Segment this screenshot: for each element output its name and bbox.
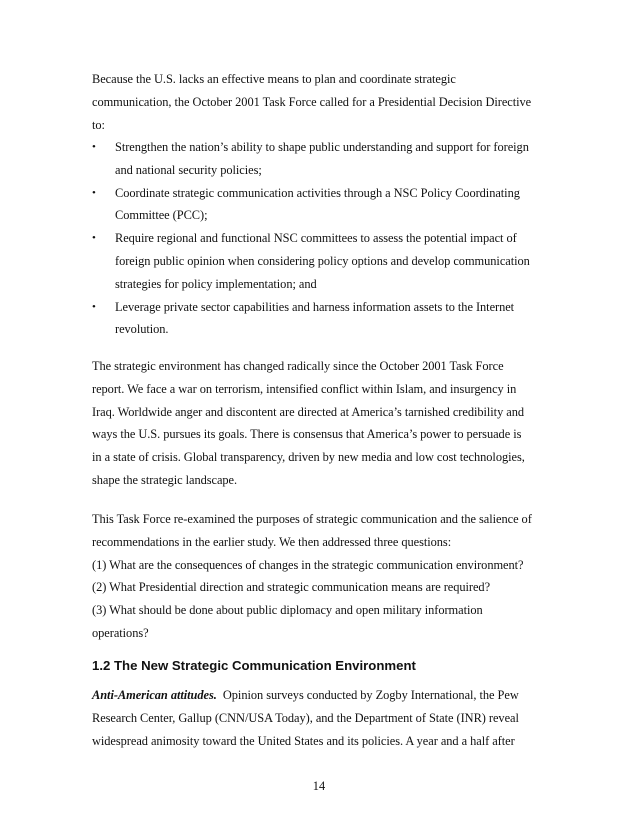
bullet-line: strategies for policy implementation; and bbox=[115, 276, 317, 291]
bullet-icon: • bbox=[92, 232, 96, 245]
bullet-line: Committee (PCC); bbox=[115, 208, 208, 223]
environment-line: The strategic environment has changed radically since the October 2001 Task Force bbox=[92, 359, 504, 373]
section-heading: 1.2 The New Strategic Communication Environment bbox=[92, 658, 416, 673]
questions-line: recommendations in the earlier study. We then addressed three questions: bbox=[92, 534, 452, 549]
bullet-line: foreign public opinion when considering policy options and develop communication bbox=[115, 253, 530, 268]
bullet-icon: • bbox=[92, 186, 96, 199]
intro-line: to: bbox=[92, 117, 105, 132]
bullet-icon: • bbox=[92, 300, 96, 313]
bullet-line: Leverage private sector capabilities and harness information assets to the Internet bbox=[115, 299, 515, 314]
environment-line: in a state of crisis. Global transparency, driven by new media and low cost technologies, bbox=[92, 450, 525, 465]
bullet-item bbox=[92, 296, 552, 342]
anti-american-paragraph bbox=[92, 684, 552, 752]
bullet-line: Coordinate strategic communication activities through a NSC Policy Coordinating bbox=[115, 185, 520, 200]
environment-line: report. We face a war on terrorism, intensified conflict within Islam, and insurgency in bbox=[92, 381, 517, 396]
bullet-item bbox=[92, 136, 552, 182]
intro-line: Because the U.S. lacks an effective means to plan and coordinate strategic bbox=[92, 72, 456, 86]
bullet-icon: • bbox=[92, 141, 96, 153]
questions-line: (2) What Presidential direction and strategic communication means are required? bbox=[92, 580, 491, 595]
page-number: 14 bbox=[312, 779, 326, 793]
questions-line: (3) What should be done about public diplomacy and open military information bbox=[92, 603, 483, 618]
intro-line: communication, the October 2001 Task Force called for a Presidential Decision Directive bbox=[92, 94, 532, 109]
anti-american-line: Research Center, Gallup (CNN/USA Today), and the Department of State (INR) reveal bbox=[92, 710, 519, 725]
directive-bullet-list bbox=[92, 136, 552, 341]
bullet-line: and national security policies; bbox=[115, 162, 262, 177]
questions-line: (1) What are the consequences of changes in the strategic communication environment? bbox=[92, 557, 524, 572]
anti-american-first-line bbox=[92, 684, 552, 707]
bullet-line: Require regional and functional NSC committees to assess the potential impact of bbox=[115, 231, 517, 246]
questions-line: operations? bbox=[92, 625, 149, 640]
bullet-item bbox=[92, 227, 552, 295]
environment-line: Iraq. Worldwide anger and discontent are directed at America’s tarnished credibility and bbox=[92, 404, 525, 419]
environment-line: ways the U.S. pursues its goals. There is consensus that America’s power to persuade is bbox=[92, 427, 522, 442]
bullet-line: Strengthen the nation’s ability to shape public understanding and support for foreign bbox=[115, 140, 529, 154]
anti-american-line: widespread animosity toward the United States and its policies. A year and a half after bbox=[92, 733, 515, 748]
bullet-line: revolution. bbox=[115, 322, 169, 337]
bullet-item bbox=[92, 182, 552, 228]
environment-line: shape the strategic landscape. bbox=[92, 472, 238, 487]
questions-paragraph bbox=[92, 508, 552, 645]
anti-american-first-line-rest: Opinion surveys conducted by Zogby International, the Pew bbox=[216, 688, 519, 702]
intro-paragraph bbox=[92, 68, 552, 136]
questions-line: This Task Force re-examined the purposes of strategic communication and the salience of bbox=[92, 512, 532, 526]
anti-american-lead: Anti-American attitudes. bbox=[92, 688, 217, 702]
environment-paragraph bbox=[92, 355, 552, 492]
